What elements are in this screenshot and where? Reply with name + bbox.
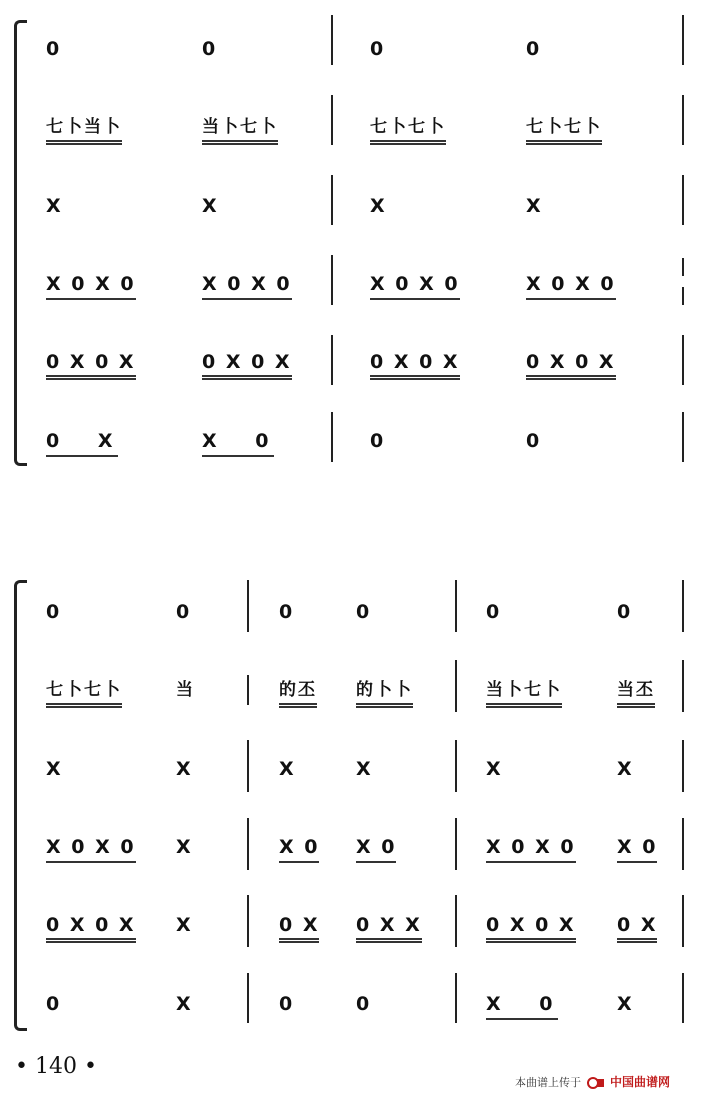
barline bbox=[455, 660, 457, 712]
barline bbox=[331, 255, 333, 305]
score-cell: X bbox=[486, 758, 503, 780]
barline bbox=[455, 740, 457, 792]
score-cell: X 0 bbox=[202, 430, 274, 457]
score-cell: X 0 bbox=[279, 836, 319, 863]
barline bbox=[247, 973, 249, 1023]
score-cell: 七卜七卜 bbox=[526, 116, 602, 145]
barline bbox=[331, 412, 333, 462]
score-cell: 0 bbox=[356, 993, 372, 1015]
score-cell: X 0 X 0 bbox=[526, 273, 616, 300]
score-cell: 当卜七卜 bbox=[202, 116, 278, 145]
score-cell: 0 bbox=[370, 38, 386, 60]
barline bbox=[682, 335, 684, 385]
barline bbox=[682, 412, 684, 462]
score-cell: X bbox=[617, 993, 634, 1015]
score-cell: 七卜七卜 bbox=[46, 679, 122, 708]
score-cell: 0 bbox=[202, 38, 218, 60]
score-cell: 0 bbox=[526, 430, 542, 452]
barline bbox=[455, 818, 457, 870]
score-cell: 0 X bbox=[279, 914, 319, 943]
score-cell: 0 bbox=[486, 601, 502, 623]
score-cell: X bbox=[279, 758, 296, 780]
score-cell: 0 X X bbox=[356, 914, 422, 943]
score-cell: 七卜当卜 bbox=[46, 116, 122, 145]
system-brace bbox=[14, 20, 27, 466]
system-brace bbox=[14, 580, 27, 1031]
barline bbox=[682, 973, 684, 1023]
score-cell: X 0 bbox=[617, 836, 657, 863]
score-cell: X 0 X 0 bbox=[46, 273, 136, 300]
score-cell: X 0 X 0 bbox=[370, 273, 460, 300]
barline bbox=[682, 175, 684, 225]
score-cell: 0 bbox=[46, 601, 62, 623]
site-name[interactable]: 中国曲谱网 bbox=[610, 1075, 671, 1089]
barline bbox=[682, 258, 684, 276]
score-cell: X bbox=[176, 993, 193, 1015]
barline bbox=[247, 580, 249, 632]
score-cell: X 0 X 0 bbox=[46, 836, 136, 863]
barline bbox=[682, 740, 684, 792]
barline bbox=[455, 580, 457, 632]
score-cell: 0 X bbox=[46, 430, 118, 457]
score-cell: 0 X 0 X bbox=[46, 914, 136, 943]
score-cell: 0 X bbox=[617, 914, 657, 943]
score-cell: 0 bbox=[46, 993, 62, 1015]
score-cell: X bbox=[176, 758, 193, 780]
barline bbox=[682, 580, 684, 632]
barline bbox=[331, 175, 333, 225]
score-cell: 0 bbox=[370, 430, 386, 452]
score-system-2 bbox=[0, 575, 705, 1035]
barline bbox=[682, 287, 684, 305]
barline bbox=[682, 818, 684, 870]
score-cell: X bbox=[202, 195, 219, 217]
score-cell: X bbox=[176, 914, 193, 936]
score-cell: X 0 X 0 bbox=[202, 273, 292, 300]
barline bbox=[331, 95, 333, 145]
upload-credit bbox=[515, 1073, 670, 1090]
barline bbox=[331, 335, 333, 385]
score-cell: 0 bbox=[526, 38, 542, 60]
credit-text: 本曲谱上传于 bbox=[515, 1076, 581, 1089]
score-cell: 0 bbox=[279, 993, 295, 1015]
barline bbox=[682, 660, 684, 712]
score-cell: 当 bbox=[176, 680, 195, 700]
score-cell: X bbox=[356, 758, 373, 780]
score-cell: 当丕 bbox=[617, 679, 655, 708]
score-cell: X 0 X 0 bbox=[486, 836, 576, 863]
barline bbox=[455, 895, 457, 947]
score-cell: X bbox=[46, 195, 63, 217]
barline bbox=[682, 15, 684, 65]
barline bbox=[247, 818, 249, 870]
score-cell: X 0 bbox=[356, 836, 396, 863]
score-cell: X bbox=[176, 836, 193, 858]
barline bbox=[247, 895, 249, 947]
score-cell: 0 bbox=[617, 601, 633, 623]
barline bbox=[247, 740, 249, 792]
page-number: • 140 • bbox=[15, 1054, 97, 1079]
barline bbox=[682, 95, 684, 145]
barline bbox=[455, 973, 457, 1023]
score-cell: 0 bbox=[176, 601, 192, 623]
score-cell: 的卜卜 bbox=[356, 679, 413, 708]
score-cell: 0 X 0 X bbox=[46, 351, 136, 380]
score-cell: X bbox=[617, 758, 634, 780]
score-cell: 当卜七卜 bbox=[486, 679, 562, 708]
score-cell: X bbox=[370, 195, 387, 217]
score-cell: 0 X 0 X bbox=[202, 351, 292, 380]
score-cell: X bbox=[46, 758, 63, 780]
score-cell: 七卜七卜 bbox=[370, 116, 446, 145]
score-cell: 0 X 0 X bbox=[370, 351, 460, 380]
barline bbox=[682, 895, 684, 947]
score-cell: X bbox=[526, 195, 543, 217]
barline bbox=[331, 15, 333, 65]
score-cell: 0 X 0 X bbox=[486, 914, 576, 943]
site-logo-icon bbox=[587, 1077, 605, 1089]
score-cell: 0 X 0 X bbox=[526, 351, 616, 380]
score-cell: 的丕 bbox=[279, 679, 317, 708]
score-system-1 bbox=[0, 0, 705, 470]
score-cell: 0 bbox=[46, 38, 62, 60]
score-cell: 0 bbox=[356, 601, 372, 623]
barline bbox=[247, 675, 249, 705]
score-cell: X 0 bbox=[486, 993, 558, 1020]
score-cell: 0 bbox=[279, 601, 295, 623]
